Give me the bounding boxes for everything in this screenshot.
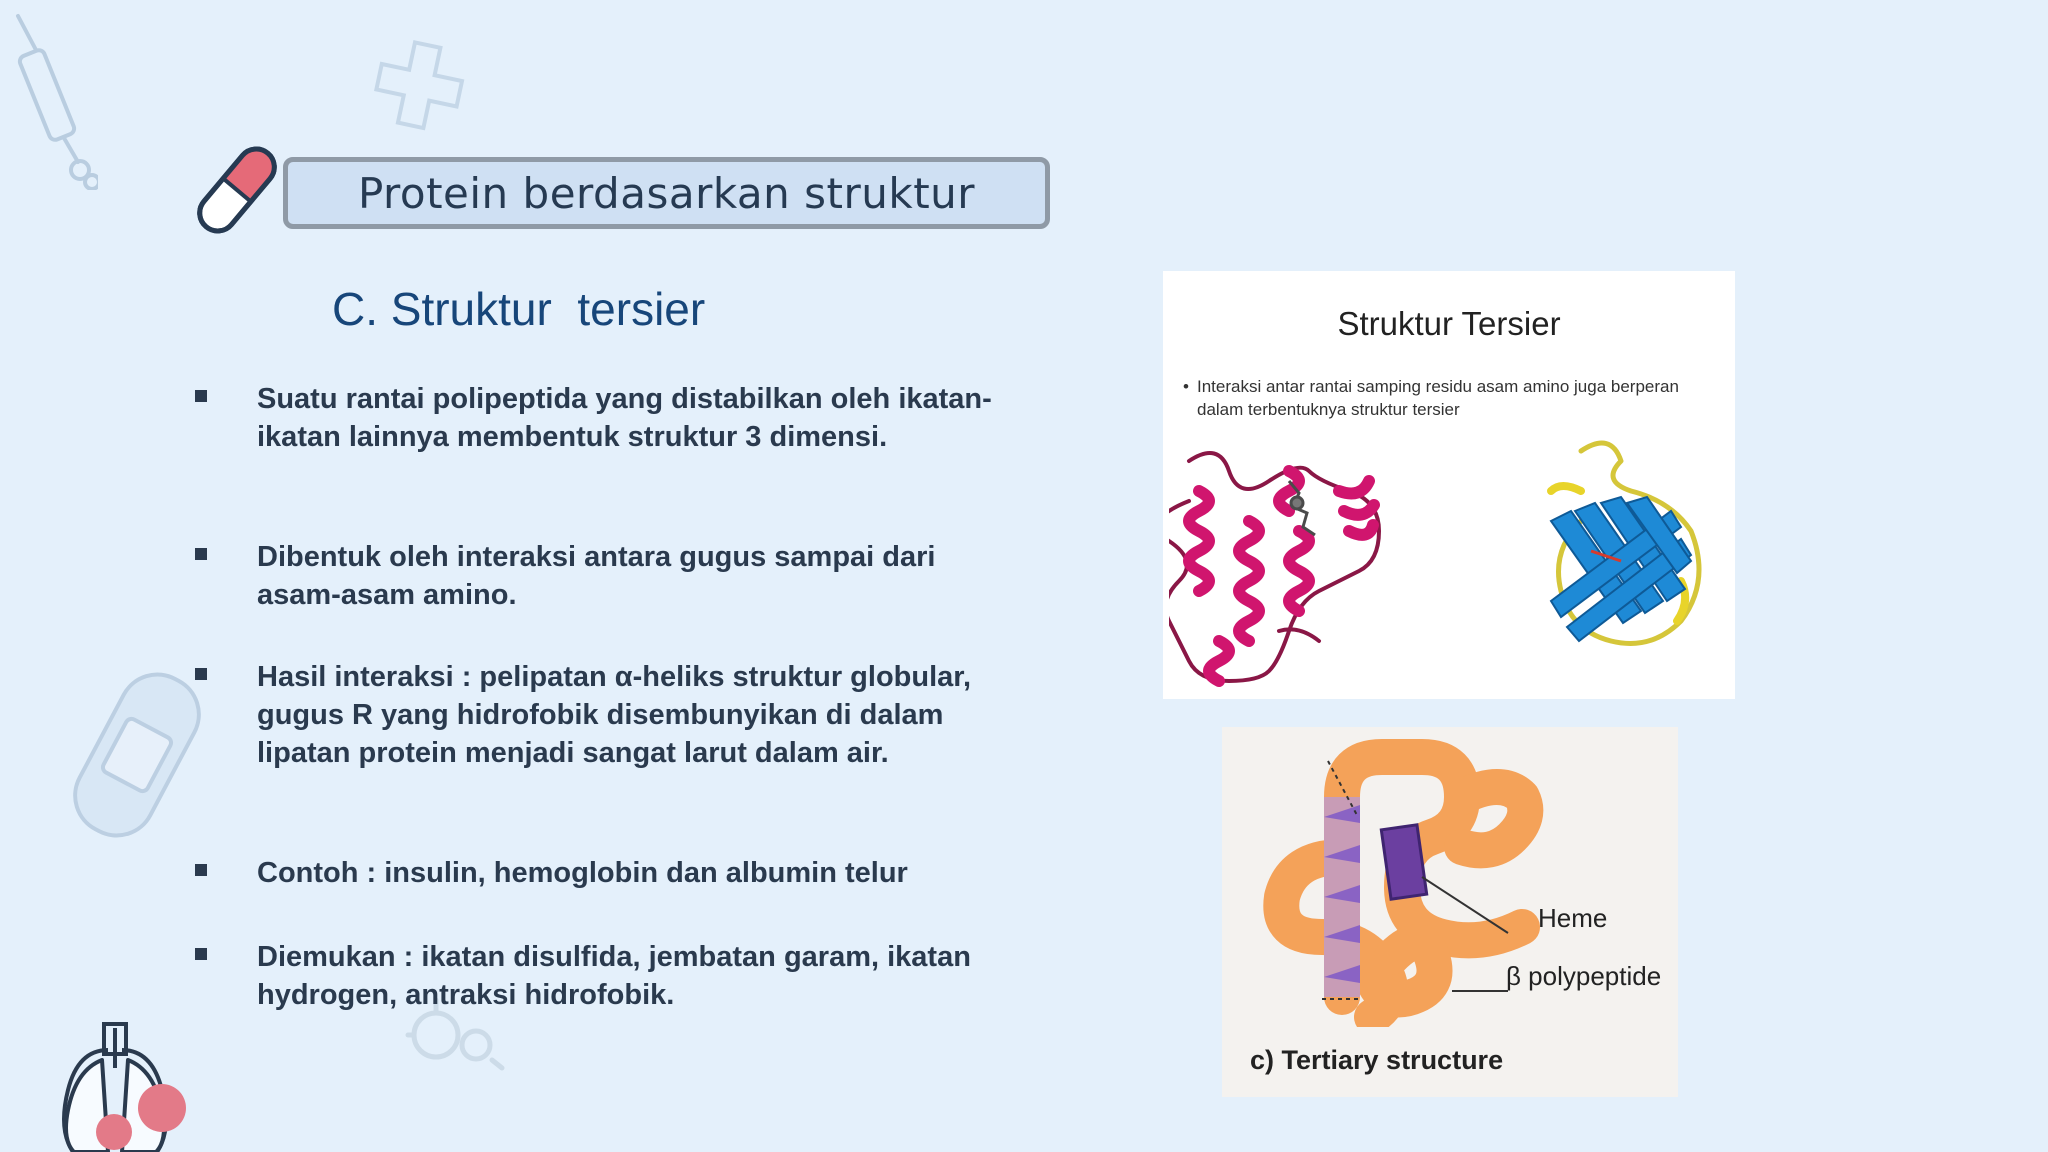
section-subtitle: C. Struktur tersier bbox=[332, 283, 706, 335]
bullet-text: Contoh : insulin, hemoglobin dan albumin telur bbox=[257, 857, 908, 889]
bullet-text: Diemukan : ikatan disulfida, jembatan garam, ikatan hydrogen, antraksi hidrofobik. bbox=[257, 941, 971, 1011]
bullet-text: Suatu rantai polipeptida yang distabilkan oleh ikatan-ikatan lainnya membentuk struktur 3 dimensi. bbox=[257, 383, 992, 453]
bandage-icon bbox=[62, 660, 212, 850]
cross-icon bbox=[368, 36, 468, 136]
list-item bbox=[195, 854, 995, 892]
helix-protein-illustration bbox=[1169, 431, 1419, 696]
list-item bbox=[195, 538, 995, 614]
slide-title: Protein berdasarkan struktur bbox=[357, 168, 976, 218]
bullet-text: Hasil interaksi : pelipatan α-heliks struktur globular, gugus R yang hidrofobik disembunyikan di dalam lipatan protein menjadi sangat larut dalam air. bbox=[257, 661, 972, 769]
figure-title: Struktur Tersier bbox=[1337, 305, 1561, 342]
tertiary-structure-diagram bbox=[1222, 727, 1678, 1097]
list-item bbox=[195, 938, 995, 1014]
figure-bullet: • Interaksi antar rantai samping residu asam amino juga berperan dalam terbentuknya struktur tersier bbox=[1183, 377, 1679, 419]
square-bullet-icon bbox=[195, 390, 207, 402]
pill-icon bbox=[192, 140, 282, 240]
bullet-text: Dibentuk oleh interaksi antara gugus sampai dari asam-asam amino. bbox=[257, 541, 936, 611]
tertiary-structure-figure bbox=[1163, 271, 1735, 699]
square-bullet-icon bbox=[195, 864, 207, 876]
figure-caption: c) Tertiary structure bbox=[1250, 1045, 1504, 1075]
square-bullet-icon bbox=[195, 548, 207, 560]
figure-bullet-text: Interaksi antar rantai samping residu asam amino juga berperan dalam terbentuknya struktur tersier bbox=[1197, 377, 1679, 419]
list-item bbox=[195, 380, 995, 456]
lungs-icon bbox=[30, 1020, 200, 1152]
square-bullet-icon bbox=[195, 668, 207, 680]
slide-title-banner bbox=[283, 157, 1050, 229]
square-bullet-icon bbox=[195, 948, 207, 960]
syringe-icon bbox=[8, 10, 98, 190]
heme-label: Heme bbox=[1538, 903, 1608, 933]
beta-sheet-protein-illustration bbox=[1531, 431, 1711, 661]
list-item bbox=[195, 658, 995, 772]
polypeptide-label: β polypeptide bbox=[1506, 961, 1662, 991]
